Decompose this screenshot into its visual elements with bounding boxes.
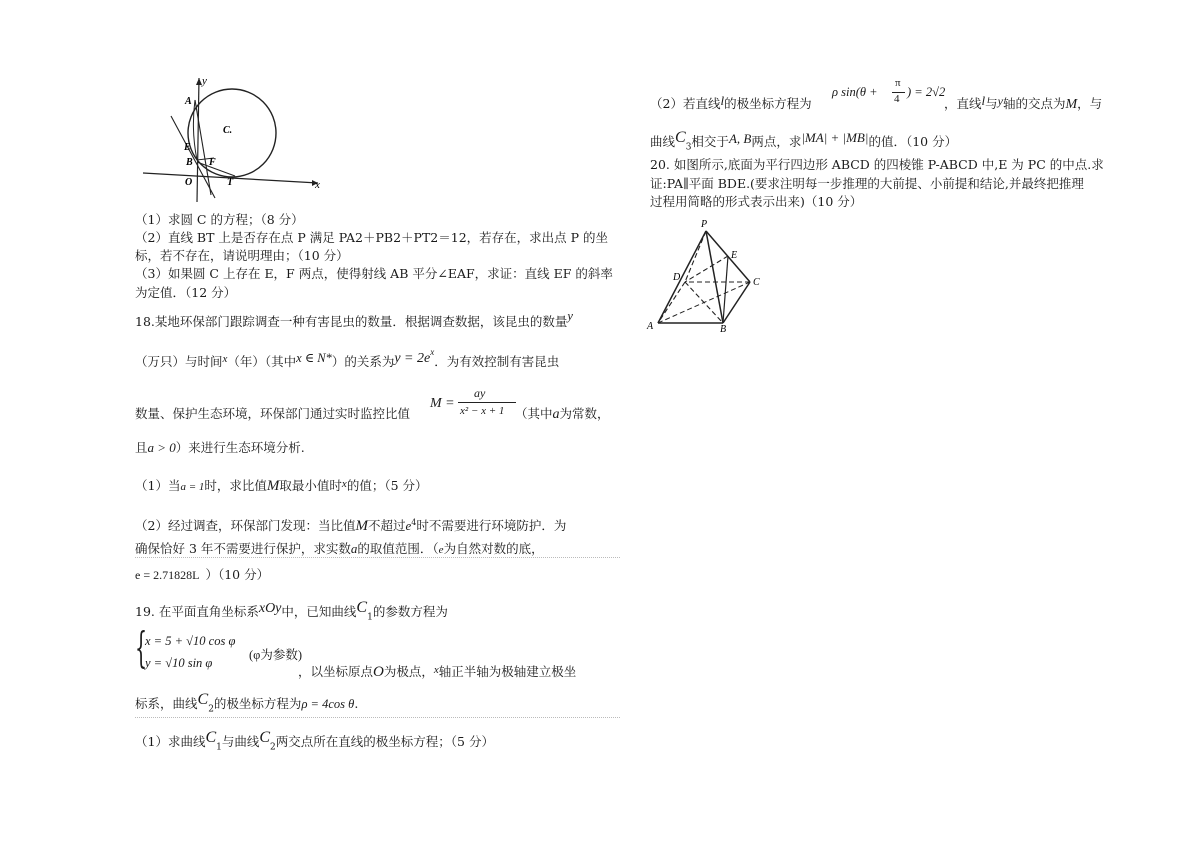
q18-l2-x: x <box>222 353 228 366</box>
dotted-divider <box>135 557 620 558</box>
pyramid-label-d: D <box>673 272 681 283</box>
q18-s2-l2var: a <box>350 541 358 556</box>
q18-frac-num: ay <box>474 386 486 400</box>
q19-l3-b: 的极坐标方程为 <box>213 696 302 711</box>
q19p2-l2: l <box>981 93 986 108</box>
figure-label-b: B <box>186 157 193 168</box>
q19p2-eq-den: 4 <box>894 93 900 105</box>
q19-l2-o: O <box>373 664 384 680</box>
q19-line1: 19. 在平面直角坐标系xOy中，已知曲线$C_1$的参数方程为 <box>135 599 448 623</box>
figure-label-o: O <box>185 177 193 188</box>
q19-s1-a: （1）求曲线 <box>135 734 206 749</box>
q19-sub1: （1）求曲线$C_1$与曲线$C_2$两交点所在直线的极坐标方程；（5 分） <box>135 729 494 753</box>
q18-l3-b: （其中 <box>515 406 553 421</box>
q18-l4-a: 且 <box>135 440 148 455</box>
q19-l3-c2: C <box>197 691 209 708</box>
q20-line1: 20. 如图所示,底面为平行四边形 ABCD 的四棱锥 P-ABCD 中,E 为 PC 的中点.求 <box>650 157 1104 172</box>
q18-l2-exp: x <box>430 347 435 357</box>
q18-s2-exp: 4 <box>411 518 417 527</box>
q18-s1-c: 取最小值时 <box>279 478 342 493</box>
q18-intro-text: 18.某地环保部门跟踪调查一种有害昆虫的数量．根据调查数据，该昆虫的数量 <box>135 314 568 329</box>
q19p2-e: 轴的交点为 <box>1002 96 1066 111</box>
q19-s1-c: 两交点所在直线的极坐标方程；（5 分） <box>275 734 494 749</box>
q18-s2-l2e: e <box>438 544 444 556</box>
q19-l2-a: ，以坐标原点 <box>298 664 374 679</box>
q18-l3-c: 为常数， <box>559 406 610 421</box>
q19p2-l2-expr: |MA| + |MB| <box>801 130 869 145</box>
q18-s2-c: 时不需要进行环境防护．为 <box>416 518 567 534</box>
q18-l3-a: 数量、保护生态环境，环保部门通过实时监控比值 <box>135 406 411 421</box>
q19-l1-sys: xOy <box>258 601 282 616</box>
q18-s1-x: x <box>341 478 347 490</box>
q19p2-polar-eq <box>832 77 952 114</box>
q19-l3-c: . <box>354 696 359 711</box>
q19-param-system <box>135 623 305 676</box>
figure-label-a: A <box>185 96 192 107</box>
q19p2-f: ，与 <box>1077 96 1103 111</box>
q19p2-l2-b: 相交于 <box>691 134 729 149</box>
q18-frac-lhs: M = <box>430 396 455 411</box>
q18-l2-b: （年）（其中 <box>227 354 297 370</box>
q19-s1-c1: C <box>205 729 217 746</box>
q19-l1-c1: C <box>356 599 368 616</box>
q19p2-l: l <box>720 93 725 108</box>
q18-fraction <box>430 386 520 420</box>
q19-l3-a: 标系，曲线 <box>135 696 198 711</box>
q18-s1-b: 时，求比值 <box>204 478 267 493</box>
q19p2-line2: 曲线$C_3$相交于A, B两点，求|MA| + |MB|的值．（10 分） <box>650 129 958 153</box>
q19p2-c: ，直线 <box>944 96 982 111</box>
q19-l3-eq: ρ = 4cos θ <box>301 697 355 711</box>
q18-l2-a: （万只）与时间 <box>135 354 223 370</box>
q18-s1-d: 的值；（5 分） <box>346 478 428 493</box>
q18-s2-e: e <box>405 518 412 534</box>
figure-label-e: E <box>184 142 191 153</box>
q18-var-y: y <box>567 309 573 323</box>
figure-label-t: T <box>227 177 234 188</box>
q19p2-b: 的极坐标方程为 <box>724 96 812 111</box>
q19-eq-param: (φ为参数) <box>249 648 303 662</box>
q18-line1 <box>135 309 573 330</box>
q19p2-l2-a: 曲线 <box>650 134 676 149</box>
q19-l1-b: 中，已知曲线 <box>281 604 357 619</box>
q19p2-eq-b: ) = 2√2 <box>907 85 946 99</box>
q17-part3-line1: （3）如果圆 C 上存在 E，F 两点，使得射线 AB 平分∠EAF，求证：直线 EF 的斜率 <box>135 266 613 281</box>
q18-sub2-line1 <box>135 515 566 534</box>
q19p2-l2-ab: A, B <box>728 131 752 146</box>
q19p2-eq-a: ρ sin(θ + <box>832 85 878 99</box>
figure-label-x: x <box>315 179 320 191</box>
q19-line2 <box>298 664 576 681</box>
q18-sub2-line2 <box>135 541 544 558</box>
q19p2-line1-tail <box>944 93 1103 113</box>
q19p2-y: y <box>997 94 1003 108</box>
q20-line3: 过程用简略的形式表示出来)（10 分） <box>650 194 863 209</box>
q18-l4-b: ）来进行生态环境分析. <box>175 440 305 455</box>
q19p2-m: M <box>1065 97 1078 112</box>
q19-l2-c: 轴正半轴为极轴建立极坐 <box>438 664 577 679</box>
figure-label-f: F <box>209 157 216 168</box>
figure-label-c: C. <box>223 125 233 136</box>
pyramid-label-p: P <box>701 219 708 230</box>
q18-s1-cond: a = 1 <box>180 481 205 493</box>
q18-l2-cond: x ∈ N* <box>296 351 332 366</box>
q18-line3 <box>135 406 410 422</box>
q19-l1-a: 19. 在平面直角坐标系 <box>135 604 259 619</box>
q18-frac-den: x² − x + 1 <box>460 405 505 417</box>
q20-line2: 证:PA∥平面 BDE.(要求注明每一步推理的大前提、小前提和结论,并最终把推理 <box>650 176 1084 191</box>
q18-line2 <box>135 347 560 371</box>
q18-sub1 <box>135 478 428 495</box>
circle-figure <box>135 70 330 205</box>
q18-s2-m: M <box>355 518 368 535</box>
q18-s1-m: M <box>266 478 280 494</box>
q19p2-eq-num: π <box>895 77 901 89</box>
q19p2-d: 与 <box>985 96 998 111</box>
q19p2-line1 <box>650 93 812 112</box>
q19p2-l2-c3: C <box>675 129 686 146</box>
q19-s1-c2: C <box>259 729 271 746</box>
q19-eq1: x = 5 + √10 cos φ <box>145 634 236 648</box>
figure-label-y: y <box>202 75 207 87</box>
q18-s2-l2b: 的取值范围．（ <box>357 541 439 556</box>
q17-part2-line1: （2）直线 BT 上是否存在点 P 满足 PA2＋PB2＋PT2＝12，若存在，求出点 P 的坐 <box>135 230 609 245</box>
q19-eq2: y = √10 sin φ <box>145 656 213 670</box>
q18-s2-b: 不超过 <box>367 518 406 534</box>
q19p2-a: （2）若直线 <box>650 96 721 111</box>
q18-l2-d: ．为有效控制有害昆虫 <box>434 354 560 370</box>
q18-s1-a: （1）当 <box>135 478 181 493</box>
q18-l2-c: ）的关系为 <box>331 354 395 370</box>
q19p2-l2-c: 两点，求 <box>751 134 802 149</box>
q19-line3: 标系，曲线$C_2$的极坐标方程为ρ = 4cos θ. <box>135 691 359 715</box>
dotted-divider-2 <box>135 717 620 718</box>
q19-l2-x: x <box>433 664 439 676</box>
q17-part3-line2: 为定值．（12 分） <box>135 285 237 300</box>
pyramid-label-b: B <box>720 324 727 335</box>
q18-s2-l2c: 为自然对数的底， <box>443 541 544 556</box>
pyramid-label-e: E <box>731 250 738 261</box>
q18-l3-var: a <box>552 407 560 422</box>
q18-l2-eq: y = 2e <box>394 351 431 367</box>
q19-l2-b: 为极点， <box>383 664 434 679</box>
q18-s2-l2a: 确保恰好 3 年不需要进行保护，求实数 <box>135 541 351 556</box>
q18-line4 <box>135 440 305 456</box>
q18-s2-a: （2）经过调查，环保部门发现：当比值 <box>135 518 356 534</box>
q18-l4-cond: a > 0 <box>147 440 176 455</box>
q19p2-l2-d: 的值．（10 分） <box>868 134 958 149</box>
q18-line3-tail <box>515 406 610 423</box>
system-brace-icon: { <box>135 623 148 672</box>
q19-s1-b: 与曲线 <box>221 734 260 749</box>
pyramid-figure <box>640 215 770 335</box>
pyramid-label-a: A <box>647 321 654 332</box>
q19-l1-b2: 的参数方程为 <box>372 604 448 619</box>
q18-sub2-line3 <box>135 567 269 583</box>
q17-part1: （1）求圆 C 的方程；（8 分） <box>135 212 304 227</box>
q18-s2-l3a: e = 2.71828L <box>135 568 200 582</box>
pyramid-label-c: C <box>753 277 760 288</box>
q18-s2-l3b: ）（10 分） <box>205 567 270 582</box>
q17-part2-line2: 标，若不存在，请说明理由；（10 分） <box>135 248 349 263</box>
